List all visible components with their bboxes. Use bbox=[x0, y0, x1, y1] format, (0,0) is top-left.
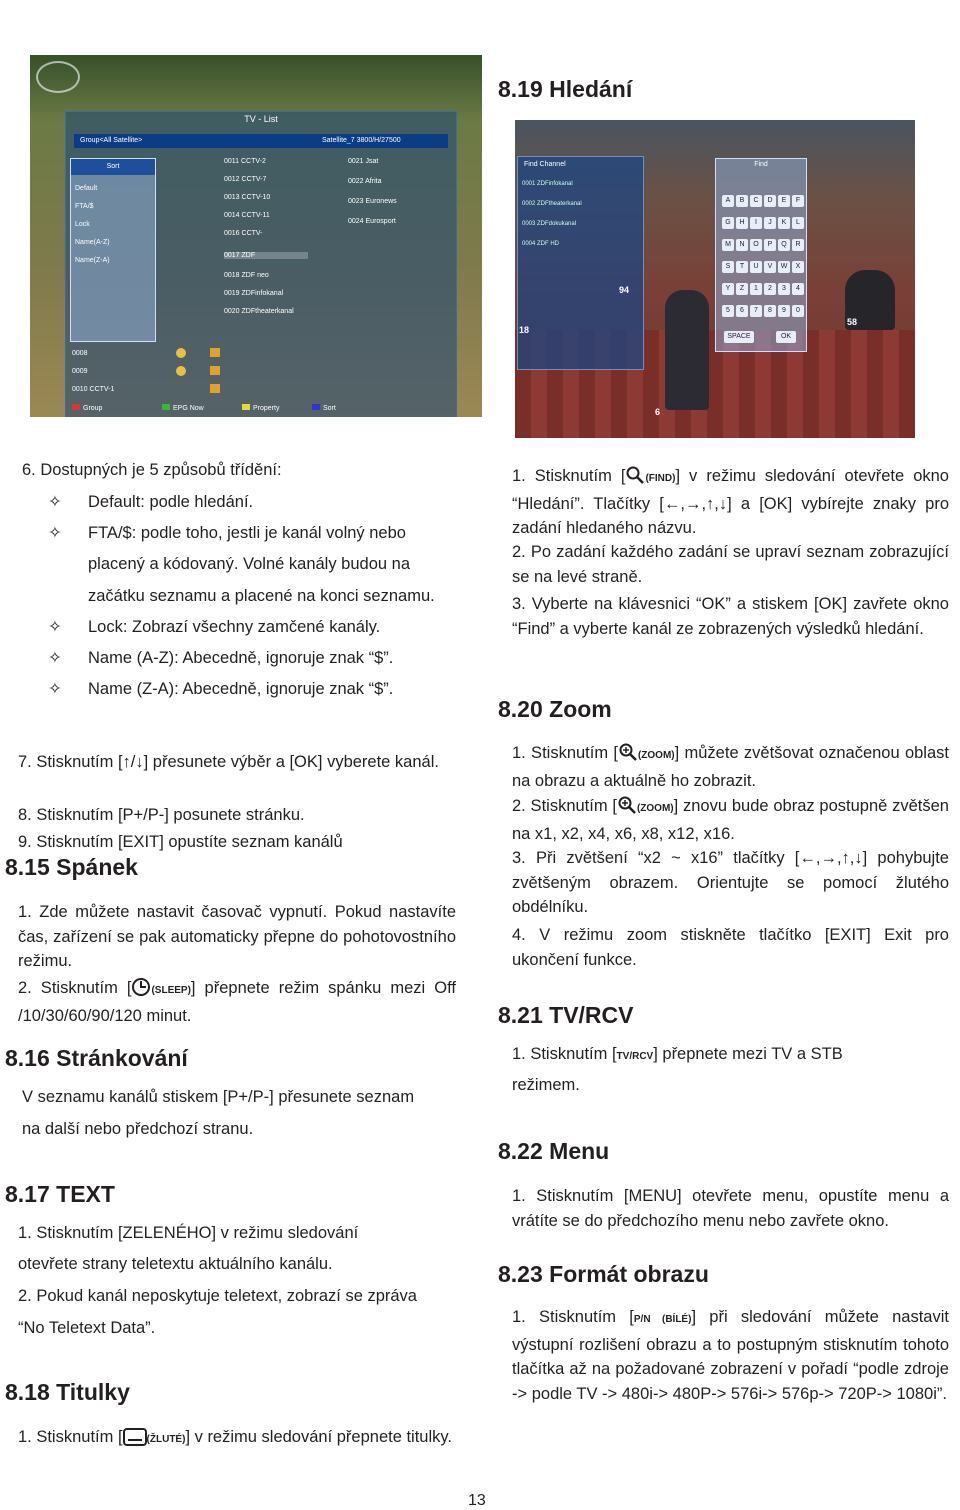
lock-icon bbox=[210, 366, 220, 375]
text-step-2a: 2. Pokud kanál neposkytuje teletext, zobrazí se zpráva bbox=[18, 1287, 417, 1305]
key-button[interactable]: Z bbox=[736, 283, 748, 295]
seat-number: 94 bbox=[619, 285, 630, 295]
channel-row[interactable]: 0016 CCTV- bbox=[224, 230, 263, 237]
result-row[interactable]: 0004 ZDF HD bbox=[522, 241, 560, 247]
green-key-icon bbox=[162, 404, 170, 410]
step-text: 1. Stisknutím [ bbox=[512, 744, 618, 762]
key-button[interactable]: 8 bbox=[764, 305, 776, 317]
zoom-key-label: (ZOOM) bbox=[637, 750, 675, 761]
step-text: ] v režimu sledování přepnete titulky. bbox=[185, 1428, 453, 1446]
channel-row[interactable]: 0018 ZDF neo bbox=[224, 272, 269, 279]
key-button[interactable]: X bbox=[792, 261, 804, 273]
step-text: ] můžete zvětšovat označenou oblast na obrazu a aktuálně ho zobrazit. bbox=[512, 744, 949, 790]
channel-row[interactable]: 0020 ZDFtheaterkanal bbox=[224, 308, 294, 315]
zoom-step-1 bbox=[512, 741, 949, 793]
channel-row[interactable]: 0009 bbox=[72, 368, 88, 375]
find-title: Find bbox=[754, 161, 768, 168]
step-text: ] při sledování můžete nastavit výstupní rozlišení obrazu a to postupným stisknutím tohoto tlačítka až na požadované zobrazení v pořadí “podle zdroje -> podle TV -> 480i-> 480P-> 576i-> 576p-> 720P-> 1080i”. bbox=[512, 1308, 949, 1403]
section-heading-8-23: 8.23 Formát obrazu bbox=[498, 1261, 709, 1287]
up-arrow-icon: ↑ bbox=[122, 753, 131, 771]
step-text: ] přesunete výběr a [OK] vyberete kanál. bbox=[143, 753, 439, 771]
step-text: 7. Stisknutím [ bbox=[18, 753, 123, 771]
bullet-text: Name (A-Z): Abecedně, ignoruje znak “$”. bbox=[88, 649, 394, 667]
sort-item-name-za[interactable]: Name(Z-A) bbox=[75, 257, 110, 264]
lock-icon bbox=[210, 384, 220, 393]
step-text: ] přepnete režim spánku mezi Off /10/30/60/90/120 minut. bbox=[18, 979, 456, 1025]
text-step-2b: “No Teletext Data”. bbox=[18, 1319, 156, 1337]
footer-sort[interactable] bbox=[312, 404, 336, 412]
tv-list-header bbox=[74, 134, 448, 148]
tvrcv-key-label: TV/RCV bbox=[616, 1051, 654, 1062]
section-heading-8-17: 8.17 TEXT bbox=[5, 1181, 115, 1207]
fta-icon bbox=[176, 348, 186, 358]
white-key-label: P/N (BÍLÉ) bbox=[633, 1314, 692, 1325]
menu-step-1: 1. Stisknutím [MENU] otevřete menu, opustíte menu a vrátíte se do předchozího menu nebo zavřete okno. bbox=[512, 1187, 949, 1230]
bullet-item bbox=[48, 674, 448, 705]
channel-row-selected[interactable]: 0017 ZDF bbox=[224, 252, 308, 259]
step-7: 7. Stisknutím [↑/↓] přesunete výběr a [OK] vyberete kanál. bbox=[18, 753, 439, 771]
subtitle-step-1 bbox=[18, 1425, 456, 1453]
result-row[interactable]: 0001 ZDFinfokanal bbox=[522, 181, 573, 187]
find-results-panel bbox=[517, 156, 644, 370]
key-button[interactable]: Q bbox=[778, 239, 790, 251]
footer-label: Property bbox=[253, 405, 280, 412]
section-heading-8-19: 8.19 Hledání bbox=[498, 76, 633, 102]
step-text: ] v režimu sledování otevřete okno “Hledání”. Tlačítky [ bbox=[512, 467, 949, 513]
key-button[interactable]: H bbox=[736, 217, 748, 229]
subtitle-key-icon bbox=[123, 1428, 147, 1446]
bullet-item bbox=[48, 490, 448, 515]
channel-row[interactable]: 0014 CCTV-11 bbox=[224, 212, 270, 219]
sort-intro: 6. Dostupných je 5 způsobů třídění: bbox=[22, 461, 282, 479]
key-button[interactable]: 3 bbox=[778, 283, 790, 295]
key-button[interactable]: N bbox=[736, 239, 748, 251]
star-bullet-icon: ✧ bbox=[48, 680, 62, 698]
key-button[interactable]: 5 bbox=[722, 305, 734, 317]
key-button[interactable]: S bbox=[722, 261, 734, 273]
format-step-1 bbox=[512, 1305, 949, 1406]
key-button[interactable]: 1 bbox=[750, 283, 762, 295]
sleep-clock-icon bbox=[131, 977, 151, 997]
sort-bullet-list bbox=[48, 490, 448, 705]
fta-icon bbox=[176, 366, 186, 376]
step-text: ] přepnete mezi TV a STB bbox=[653, 1045, 843, 1063]
channel-row[interactable]: 0008 bbox=[72, 350, 88, 357]
star-bullet-icon: ✧ bbox=[48, 523, 62, 542]
step-text: 1. Stisknutím [ bbox=[512, 1308, 634, 1326]
find-key-label: (FIND) bbox=[645, 473, 676, 484]
step-text: 2. Stisknutím [ bbox=[18, 979, 132, 997]
channel-row[interactable]: 0021 Jsat bbox=[348, 158, 379, 165]
person-image bbox=[665, 290, 709, 410]
sort-title: Sort bbox=[71, 159, 155, 175]
arrow-keys-icon: ←,→,↑,↓ bbox=[663, 494, 728, 513]
bullet-text: FTA/$: podle toho, jestli je kanál volný nebo placený a kódovaný. Volné kanály budou na začátku seznamu a placené na konci seznamu. bbox=[88, 523, 435, 605]
satellite-label: Satellite_7 3800/H/27500 bbox=[322, 137, 401, 144]
zoom-step-2 bbox=[512, 794, 949, 846]
channel-row[interactable]: 0019 ZDFinfokanal bbox=[224, 290, 284, 297]
key-ok[interactable]: OK bbox=[776, 331, 796, 343]
down-arrow-icon: ↓ bbox=[135, 753, 144, 771]
result-row[interactable]: 0003 ZDFdokukanal bbox=[522, 221, 577, 227]
bullet-text: Name (Z-A): Abecedně, ignoruje znak “$”. bbox=[88, 680, 394, 698]
key-button[interactable]: 6 bbox=[736, 305, 748, 317]
step-text: ] pohybujte zvětšeným obrazem. Orientujte se pomocí žlutého obdélníku. bbox=[512, 849, 949, 916]
key-button[interactable]: A bbox=[722, 195, 734, 207]
zdf-logo bbox=[36, 61, 80, 93]
step-8: 8. Stisknutím [P+/P-] posunete stránku. bbox=[18, 806, 305, 824]
bullet-text: Lock: Zobrazí všechny zamčené kanály. bbox=[88, 618, 381, 636]
channel-row[interactable]: 0022 Afrita bbox=[348, 178, 382, 185]
key-button[interactable]: Y bbox=[722, 283, 734, 295]
section-heading-8-21: 8.21 TV/RCV bbox=[498, 1002, 634, 1028]
section-heading-8-20: 8.20 Zoom bbox=[498, 696, 612, 722]
find-step-3: 3. Vyberte na klávesnici “OK” a stiskem [OK] zavřete okno “Find” a vyberte kanál ze zobrazených výsledků hledání. bbox=[512, 595, 949, 638]
key-button[interactable]: O bbox=[750, 239, 762, 251]
key-button[interactable]: V bbox=[764, 261, 776, 273]
sleep-step-1: 1. Zde můžete nastavit časovač vypnutí. Pokud nastavíte čas, zařízení se pak automaticky přepne do pohotovostního režimu. bbox=[18, 903, 456, 970]
tv-list-panel bbox=[65, 111, 457, 417]
channel-row[interactable]: 0010 CCTV-1 bbox=[72, 386, 115, 393]
step-text: 1. Stisknutím [ bbox=[18, 1428, 123, 1446]
key-button[interactable]: G bbox=[722, 217, 734, 229]
key-button[interactable]: K bbox=[778, 217, 790, 229]
channel-row[interactable]: 0011 CCTV-2 bbox=[224, 158, 266, 165]
channel-row[interactable]: 0024 Eurosport bbox=[348, 218, 396, 225]
seat-number: 18 bbox=[519, 325, 530, 335]
tv-list-title: TV - List bbox=[244, 114, 278, 124]
footer-property[interactable] bbox=[242, 404, 279, 412]
yellow-key-icon bbox=[242, 404, 250, 410]
sort-menu bbox=[70, 158, 156, 342]
bullet-text: Default: podle hledání. bbox=[88, 493, 254, 511]
key-button[interactable]: R bbox=[792, 239, 804, 251]
key-button[interactable]: B bbox=[736, 195, 748, 207]
star-bullet-icon: ✧ bbox=[48, 649, 62, 667]
red-key-icon bbox=[72, 404, 80, 410]
tvrcv-step-1 bbox=[512, 1042, 949, 1070]
footer-label: Group bbox=[83, 405, 103, 412]
zoom-magnifier-icon bbox=[618, 742, 638, 762]
step-text: ] a [OK] vybírejte znaky pro zadání hledaného názvu. bbox=[512, 494, 950, 537]
find-magnifier-icon bbox=[625, 465, 645, 485]
key-button[interactable]: D bbox=[764, 195, 776, 207]
zoom-step-4: 4. V režimu zoom stiskněte tlačítko [EXIT] Exit pro ukončení funkce. bbox=[512, 926, 949, 969]
step-text: 3. Při zvětšení “x2 ~ x16” tlačítky [ bbox=[512, 849, 800, 867]
key-button[interactable]: L bbox=[792, 217, 804, 229]
key-button[interactable]: M bbox=[722, 239, 734, 251]
key-button[interactable]: T bbox=[736, 261, 748, 273]
section-heading-8-18: 8.18 Titulky bbox=[5, 1379, 130, 1405]
star-bullet-icon: ✧ bbox=[48, 493, 62, 511]
find-channel-screenshot bbox=[515, 120, 915, 438]
tvrcv-step-1-cont: režimem. bbox=[512, 1076, 580, 1094]
sort-item-default[interactable]: Default bbox=[75, 185, 98, 192]
key-button[interactable]: 4 bbox=[792, 283, 804, 295]
section-heading-8-22: 8.22 Menu bbox=[498, 1138, 610, 1164]
sleep-key-label: (SLEEP) bbox=[151, 985, 191, 996]
find-results-title: Find Channel bbox=[524, 161, 566, 168]
step-text: 2. Stisknutím [ bbox=[512, 797, 617, 815]
paging-line-1: V seznamu kanálů stiskem [P+/P-] přesunete seznam bbox=[22, 1088, 415, 1106]
footer-epg[interactable] bbox=[162, 404, 204, 412]
key-button[interactable]: P bbox=[764, 239, 776, 251]
zoom-key-label: (ZOOM) bbox=[636, 803, 674, 814]
channel-row[interactable]: 0012 CCTV-7 bbox=[224, 176, 267, 183]
key-button[interactable]: I bbox=[750, 217, 762, 229]
step-text: ] znovu bude obraz postupně zvětšen na x1, x2, x4, x6, x8, x12, x16. bbox=[512, 797, 949, 843]
bullet-item bbox=[48, 643, 448, 674]
sleep-step-2 bbox=[18, 976, 456, 1028]
key-button[interactable]: 7 bbox=[750, 305, 762, 317]
bullet-item bbox=[48, 612, 448, 643]
page-number: 13 bbox=[468, 1492, 486, 1509]
blue-key-icon bbox=[312, 404, 320, 410]
tv-list-footer bbox=[72, 404, 450, 416]
channel-row[interactable]: 0023 Euronews bbox=[348, 198, 397, 205]
key-button[interactable]: U bbox=[750, 261, 762, 273]
find-step-2: 2. Po zadání každého zadání se upraví seznam zobrazující se na levé straně. bbox=[512, 543, 949, 586]
sort-item-lock[interactable]: Lock bbox=[75, 221, 90, 228]
find-keyboard bbox=[715, 158, 807, 352]
key-button[interactable]: C bbox=[750, 195, 762, 207]
channel-row[interactable]: 0013 CCTV-10 bbox=[224, 194, 271, 201]
sort-item-fta[interactable]: FTA/$ bbox=[75, 203, 94, 210]
step-text: 1. Stisknutím [ bbox=[512, 1045, 617, 1063]
footer-group[interactable] bbox=[72, 404, 102, 412]
section-heading-8-16: 8.16 Stránkování bbox=[5, 1045, 188, 1071]
lock-icon bbox=[210, 348, 220, 357]
step-9: 9. Stisknutím [EXIT] opustíte seznam kanálů bbox=[18, 833, 343, 851]
footer-label: EPG Now bbox=[173, 405, 204, 412]
key-button[interactable]: W bbox=[778, 261, 790, 273]
key-button[interactable]: J bbox=[764, 217, 776, 229]
key-button[interactable]: F bbox=[792, 195, 804, 207]
bullet-item bbox=[48, 518, 448, 613]
zoom-step-3 bbox=[512, 846, 949, 920]
tv-list-screenshot bbox=[30, 55, 482, 417]
section-heading-8-15: 8.15 Spánek bbox=[5, 854, 138, 880]
result-row[interactable]: 0002 ZDFtheaterkanal bbox=[522, 201, 582, 207]
arrow-keys-icon: ←,→,↑,↓ bbox=[799, 849, 863, 867]
star-bullet-icon: ✧ bbox=[48, 618, 62, 636]
key-button[interactable]: 9 bbox=[778, 305, 790, 317]
sort-item-name-az[interactable]: Name(A-Z) bbox=[75, 239, 110, 246]
zoom-magnifier-icon bbox=[617, 795, 637, 815]
seat-number: 58 bbox=[847, 317, 858, 327]
group-label: Group<All Satellite> bbox=[80, 137, 143, 144]
footer-label: Sort bbox=[323, 405, 336, 412]
paging-line-2: na další nebo předchozí stranu. bbox=[22, 1120, 254, 1138]
find-step-1 bbox=[512, 464, 949, 541]
seat-number: 6 bbox=[655, 407, 661, 417]
key-space[interactable]: SPACE bbox=[724, 331, 754, 343]
text-step-1a: 1. Stisknutím [ZELENÉHO] v režimu sledování bbox=[18, 1224, 359, 1242]
key-button[interactable]: 0 bbox=[792, 305, 804, 317]
yellow-key-label: (ŽLUTÉ) bbox=[146, 1434, 186, 1445]
key-button[interactable]: E bbox=[778, 195, 790, 207]
text-step-1b: otevřete strany teletextu aktuálního kanálu. bbox=[18, 1255, 333, 1273]
step-text: 1. Stisknutím [ bbox=[512, 467, 626, 485]
key-button[interactable]: 2 bbox=[764, 283, 776, 295]
